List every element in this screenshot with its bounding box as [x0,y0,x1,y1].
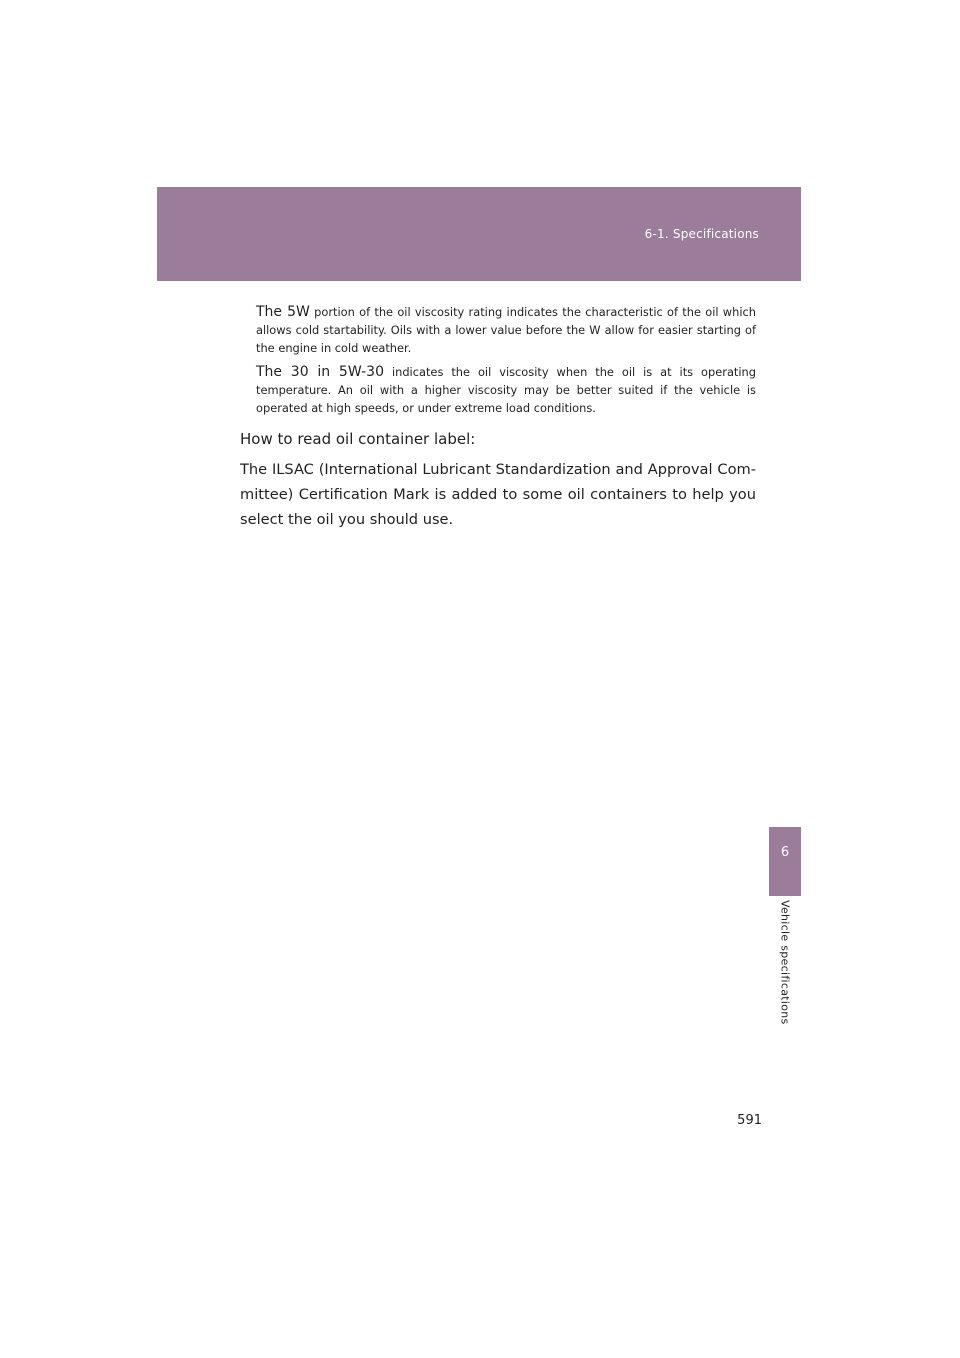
note-5w-text: portion of the oil viscosity rating indicates the characteristic of the oil which allows cold startability. Oils with a lower value before the W allow for easier starting of the engine in cold weather. [256,305,756,355]
chapter-label-container [769,900,801,1030]
note-5w-lead: The 5W [256,304,310,320]
note-30 [256,363,756,417]
chapter-number: 6 [780,845,790,860]
page-content [240,303,756,532]
chapter-tab [769,827,801,896]
note-5w [256,303,756,357]
chapter-label: Vehicle specifications [778,900,792,1025]
note-30-lead: The 30 in 5W-30 [256,364,384,380]
body-paragraph: The ILSAC (International Lubricant Standardization and Approval Com-mittee) Certification Mark is added to some oil containers to help you select the oil you should use. [240,461,756,528]
note-30-text: indicates the oil viscosity when the oil is at its operating temperature. An oil with a higher viscosity may be better suited if the vehicle is operated at high speeds, or under extreme load conditions. [256,365,757,415]
section-title: 6-1. Specifications [644,227,759,241]
page-number: 591 [737,1113,762,1128]
section-header-band [157,187,801,281]
section-heading: How to read oil container label: [240,430,476,448]
